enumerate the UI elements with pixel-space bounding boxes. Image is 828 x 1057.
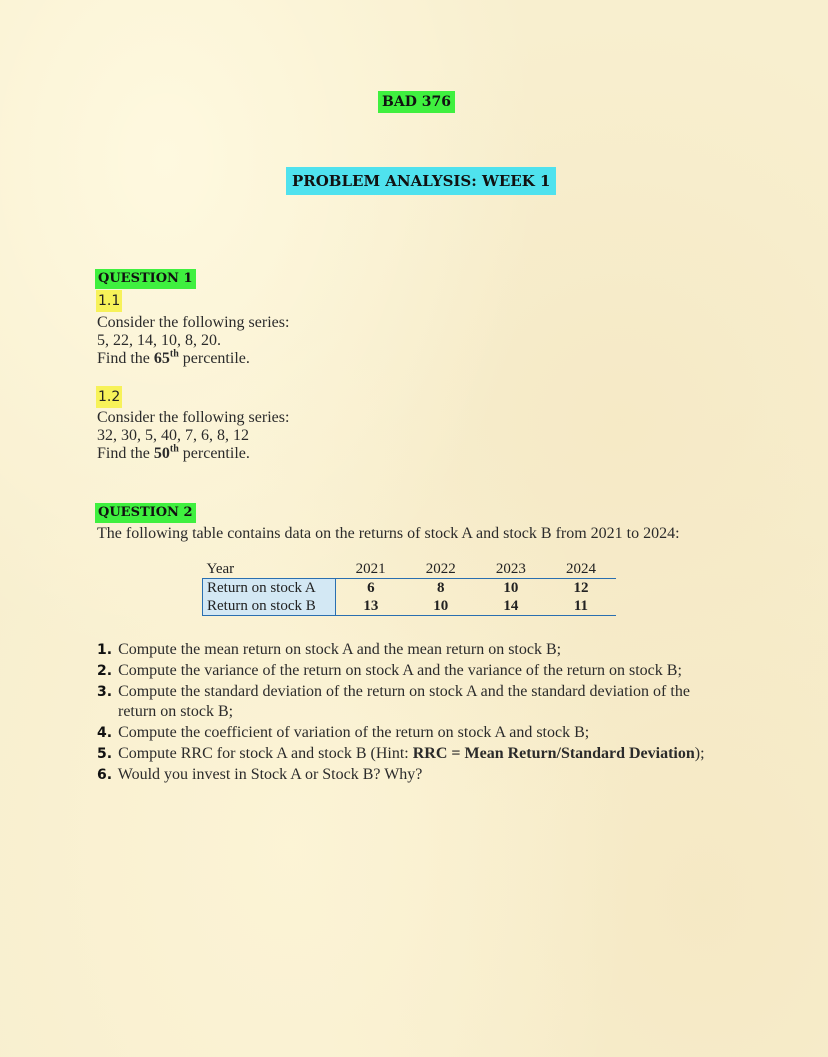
table-cell: 11: [546, 597, 616, 616]
q1-2-instruction: [97, 444, 250, 463]
ordinal-suffix: th: [169, 443, 179, 455]
task-5: [97, 744, 705, 764]
table-cell: 10: [503, 580, 519, 596]
header-cell: 2022: [406, 560, 476, 579]
task-text: Compute the coefficient of variation of the return on stock A and stock B;: [118, 724, 590, 741]
find-prefix: Find the: [97, 445, 154, 462]
question-1-heading: QUESTION 1: [95, 269, 196, 289]
q2-intro: The following table contains data on the returns of stock A and stock B from 2021 to 2024:: [97, 525, 680, 542]
subquestion-1-1-label: 1.1: [96, 290, 122, 312]
task-text-tail: );: [694, 745, 705, 762]
task-1: [97, 640, 561, 660]
returns-table: [202, 560, 616, 616]
percentile-value: 50: [153, 445, 170, 462]
task-3-continuation: return on stock B;: [118, 703, 234, 720]
ordinal-suffix: th: [169, 348, 179, 360]
q1-1-intro: Consider the following series:: [97, 314, 290, 331]
table-cell: 12: [573, 580, 589, 596]
find-suffix: percentile.: [178, 445, 250, 462]
header-cell: Year: [203, 560, 336, 579]
q1-2-series: 32, 30, 5, 40, 7, 6, 8, 12: [97, 427, 249, 444]
q1-1-instruction: [97, 349, 250, 368]
task-6: [97, 765, 422, 785]
table-header-row: [203, 560, 617, 579]
task-text: Compute the mean return on stock A and the mean return on stock B;: [118, 641, 562, 658]
course-code: BAD 376: [378, 91, 455, 113]
table-cell: 10: [406, 597, 476, 616]
header-cell: 2024: [546, 560, 616, 579]
table-cell: 14: [476, 597, 546, 616]
rrc-formula: RRC = Mean Return/Standard Deviation: [412, 745, 695, 762]
task-text: Compute the variance of the return on stock A and the variance of the return on stock B;: [118, 662, 682, 679]
table-row: [203, 597, 617, 616]
table-row: [203, 579, 617, 598]
task-3: [97, 682, 690, 702]
task-2: [97, 661, 682, 681]
task-number: 1.: [97, 642, 113, 658]
task-text: Would you invest in Stock A or Stock B? Why?: [117, 766, 423, 783]
find-suffix: percentile.: [178, 350, 250, 367]
header-cell: 2021: [336, 560, 406, 579]
find-prefix: Find the: [97, 350, 154, 367]
percentile-value: 65: [153, 350, 170, 367]
task-text: Compute RRC for stock A and stock B (Hint:: [118, 745, 413, 762]
row-label: Return on stock A: [203, 579, 336, 598]
page-title: PROBLEM ANALYSIS: WEEK 1: [286, 167, 556, 195]
task-number: 4.: [97, 725, 113, 741]
task-4: [97, 723, 589, 743]
table-cell: 8: [436, 580, 445, 596]
task-number: 6.: [97, 767, 113, 783]
question-2-heading: QUESTION 2: [95, 503, 196, 523]
row-label: Return on stock B: [203, 597, 336, 616]
q1-2-intro: Consider the following series:: [97, 409, 290, 426]
task-text: Compute the standard deviation of the return on stock A and the standard deviation of the: [118, 683, 690, 700]
task-number: 2.: [97, 663, 113, 679]
subquestion-1-2-label: 1.2: [96, 386, 122, 408]
header-cell: 2023: [476, 560, 546, 579]
q1-1-series: 5, 22, 14, 10, 8, 20.: [97, 332, 221, 349]
table-cell: 13: [336, 597, 406, 616]
task-number: 5.: [97, 746, 113, 762]
table-cell: 6: [367, 580, 375, 596]
task-number: 3.: [97, 684, 113, 700]
